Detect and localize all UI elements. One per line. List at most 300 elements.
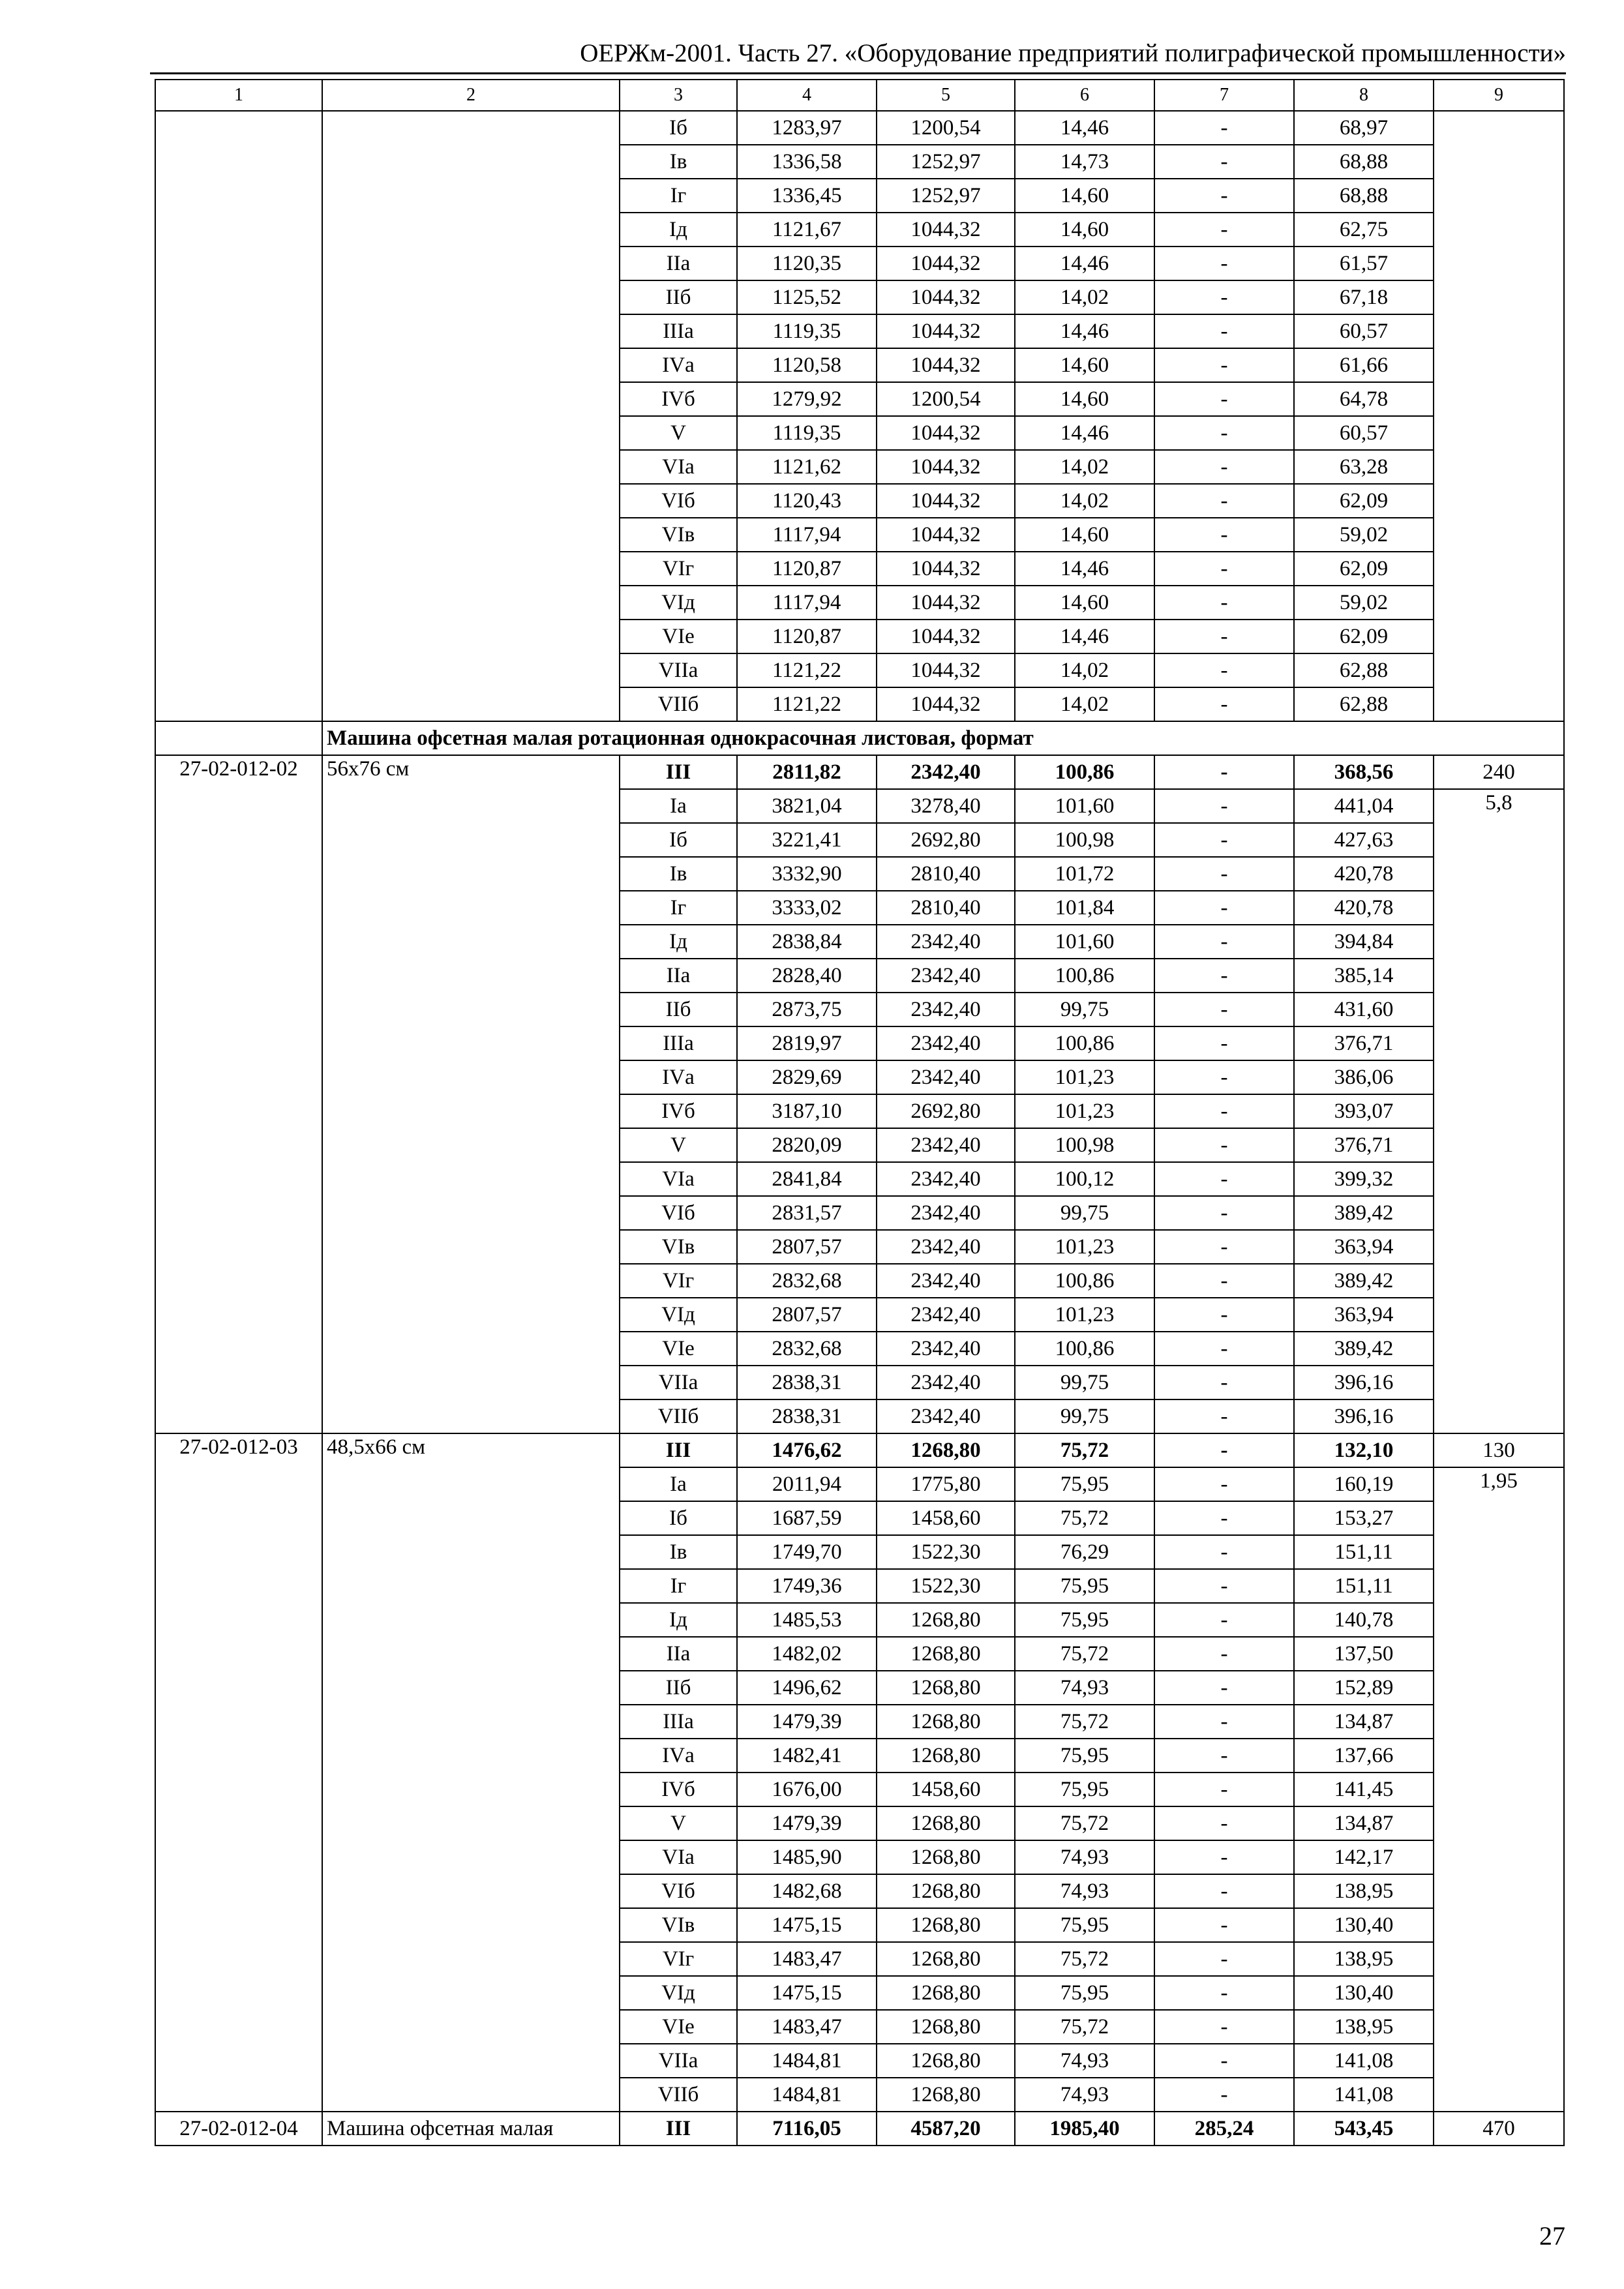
labor-cost-cell: 1044,32 bbox=[877, 213, 1015, 247]
resource-cell: VIIб bbox=[620, 687, 737, 721]
materials-cost-cell: 153,27 bbox=[1294, 1501, 1434, 1535]
driver-wages-cell: - bbox=[1154, 450, 1294, 484]
total-cost-cell: 1121,62 bbox=[737, 450, 877, 484]
driver-wages-cell: - bbox=[1154, 1942, 1294, 1976]
driver-wages-cell: - bbox=[1154, 959, 1294, 993]
materials-cost-cell: 420,78 bbox=[1294, 857, 1434, 891]
machine-cost-cell: 14,02 bbox=[1015, 280, 1154, 314]
total-cost-cell: 1687,59 bbox=[737, 1501, 877, 1535]
code-cell: 27-02-012-04 bbox=[155, 2112, 322, 2146]
total-cost-cell: 2838,31 bbox=[737, 1366, 877, 1399]
materials-cost-cell: 62,09 bbox=[1294, 552, 1434, 586]
labor-cost-cell: 2342,40 bbox=[877, 1399, 1015, 1433]
driver-wages-cell: - bbox=[1154, 1298, 1294, 1332]
resource-cell: VIд bbox=[620, 1298, 737, 1332]
resource-cell: IIIа bbox=[620, 314, 737, 348]
materials-cost-cell: 62,88 bbox=[1294, 653, 1434, 687]
materials-cost-cell: 393,07 bbox=[1294, 1094, 1434, 1128]
total-cost-cell: 7116,05 bbox=[737, 2112, 877, 2146]
materials-cost-cell: 61,57 bbox=[1294, 247, 1434, 280]
machine-cost-cell: 14,46 bbox=[1015, 552, 1154, 586]
labor-cost-cell: 2342,40 bbox=[877, 1026, 1015, 1060]
driver-wages-cell: - bbox=[1154, 1874, 1294, 1908]
total-cost-cell: 1119,35 bbox=[737, 314, 877, 348]
total-cost-cell: 1336,58 bbox=[737, 145, 877, 179]
labor-cost-cell: 2692,80 bbox=[877, 823, 1015, 857]
driver-wages-cell: - bbox=[1154, 755, 1294, 789]
machine-cost-cell: 100,12 bbox=[1015, 1162, 1154, 1196]
machine-cost-cell: 99,75 bbox=[1015, 1366, 1154, 1399]
driver-wages-cell: - bbox=[1154, 1569, 1294, 1603]
labor-cost-cell: 1252,97 bbox=[877, 179, 1015, 213]
materials-cost-cell: 399,32 bbox=[1294, 1162, 1434, 1196]
materials-cost-cell: 62,88 bbox=[1294, 687, 1434, 721]
machine-cost-cell: 74,93 bbox=[1015, 1874, 1154, 1908]
machine-cost-cell: 75,72 bbox=[1015, 1705, 1154, 1739]
materials-cost-cell: 363,94 bbox=[1294, 1298, 1434, 1332]
materials-cost-cell: 394,84 bbox=[1294, 925, 1434, 959]
labor-cost-cell: 2692,80 bbox=[877, 1094, 1015, 1128]
materials-cost-cell: 151,11 bbox=[1294, 1569, 1434, 1603]
materials-cost-cell: 60,57 bbox=[1294, 314, 1434, 348]
driver-wages-cell: - bbox=[1154, 993, 1294, 1026]
labor-cost-cell: 1044,32 bbox=[877, 687, 1015, 721]
driver-wages-cell: - bbox=[1154, 2078, 1294, 2112]
total-cost-cell: 1283,97 bbox=[737, 111, 877, 145]
driver-wages-cell: - bbox=[1154, 552, 1294, 586]
total-cost-cell: 1279,92 bbox=[737, 382, 877, 416]
resource-cell: III bbox=[620, 2112, 737, 2146]
total-cost-cell: 1121,22 bbox=[737, 653, 877, 687]
machine-cost-cell: 75,72 bbox=[1015, 1501, 1154, 1535]
total-cost-cell: 1479,39 bbox=[737, 1705, 877, 1739]
column-number: 2 bbox=[322, 80, 620, 111]
machine-cost-cell: 100,86 bbox=[1015, 1264, 1154, 1298]
materials-cost-cell: 396,16 bbox=[1294, 1399, 1434, 1433]
total-cost-cell: 1482,41 bbox=[737, 1739, 877, 1773]
materials-cost-cell: 376,71 bbox=[1294, 1026, 1434, 1060]
driver-wages-cell: - bbox=[1154, 1501, 1294, 1535]
driver-wages-cell: - bbox=[1154, 382, 1294, 416]
machine-cost-cell: 75,95 bbox=[1015, 1467, 1154, 1501]
labor-cost-cell: 2342,40 bbox=[877, 1162, 1015, 1196]
materials-cost-cell: 67,18 bbox=[1294, 280, 1434, 314]
total-cost-cell: 2819,97 bbox=[737, 1026, 877, 1060]
driver-wages-cell: - bbox=[1154, 857, 1294, 891]
total-cost-cell: 3333,02 bbox=[737, 891, 877, 925]
machine-cost-cell: 14,60 bbox=[1015, 179, 1154, 213]
resource-cell: VIе bbox=[620, 1332, 737, 1366]
page-header: ОЕРЖм-2001. Часть 27. «Оборудование предприятий полиграфической промышленности» bbox=[580, 39, 1566, 67]
machine-cost-cell: 100,86 bbox=[1015, 959, 1154, 993]
total-cost-cell: 3221,41 bbox=[737, 823, 877, 857]
materials-cost-cell: 543,45 bbox=[1294, 2112, 1434, 2146]
machine-cost-cell: 14,60 bbox=[1015, 213, 1154, 247]
machine-cost-cell: 14,02 bbox=[1015, 450, 1154, 484]
total-cost-cell: 3332,90 bbox=[737, 857, 877, 891]
name-cell: 56х76 см bbox=[322, 755, 620, 1433]
materials-cost-cell: 427,63 bbox=[1294, 823, 1434, 857]
machine-cost-cell: 99,75 bbox=[1015, 1196, 1154, 1230]
total-cost-cell: 1484,81 bbox=[737, 2078, 877, 2112]
machine-cost-cell: 75,95 bbox=[1015, 1569, 1154, 1603]
machine-cost-cell: 100,86 bbox=[1015, 1026, 1154, 1060]
materials-cost-cell: 68,88 bbox=[1294, 179, 1434, 213]
labor-cost-cell: 1268,80 bbox=[877, 1908, 1015, 1942]
resource-cell: VIд bbox=[620, 1976, 737, 2010]
total-cost-cell: 2811,82 bbox=[737, 755, 877, 789]
materials-cost-cell: 142,17 bbox=[1294, 1840, 1434, 1874]
materials-cost-cell: 389,42 bbox=[1294, 1196, 1434, 1230]
labor-cost-cell: 1268,80 bbox=[877, 1603, 1015, 1637]
labor-cost-cell: 1268,80 bbox=[877, 1705, 1015, 1739]
header-rule bbox=[150, 72, 1566, 74]
total-cost-cell: 2011,94 bbox=[737, 1467, 877, 1501]
page-number: 27 bbox=[1539, 2221, 1565, 2251]
labor-cost-cell: 2342,40 bbox=[877, 1264, 1015, 1298]
materials-cost-cell: 152,89 bbox=[1294, 1671, 1434, 1705]
resource-cell: Iв bbox=[620, 1535, 737, 1569]
driver-wages-cell: - bbox=[1154, 891, 1294, 925]
machine-cost-cell: 99,75 bbox=[1015, 1399, 1154, 1433]
materials-cost-cell: 59,02 bbox=[1294, 586, 1434, 620]
driver-wages-cell: - bbox=[1154, 1026, 1294, 1060]
total-cost-cell: 1676,00 bbox=[737, 1773, 877, 1806]
total-cost-cell: 1482,02 bbox=[737, 1637, 877, 1671]
resource-cell: V bbox=[620, 1128, 737, 1162]
code-cell-empty bbox=[155, 111, 322, 721]
materials-cost-cell: 68,97 bbox=[1294, 111, 1434, 145]
materials-cost-cell: 141,45 bbox=[1294, 1773, 1434, 1806]
labor-cost-cell: 1044,32 bbox=[877, 484, 1015, 518]
resource-cell: VIг bbox=[620, 1264, 737, 1298]
code-cell: 27-02-012-02 bbox=[155, 755, 322, 1433]
labor-cost-cell: 3278,40 bbox=[877, 789, 1015, 823]
driver-wages-cell: - bbox=[1154, 823, 1294, 857]
total-cost-cell: 1120,87 bbox=[737, 620, 877, 653]
total-cost-cell: 1125,52 bbox=[737, 280, 877, 314]
materials-cost-cell: 60,57 bbox=[1294, 416, 1434, 450]
total-cost-cell: 3187,10 bbox=[737, 1094, 877, 1128]
total-cost-cell: 2832,68 bbox=[737, 1332, 877, 1366]
labor-cost-cell: 1458,60 bbox=[877, 1501, 1015, 1535]
name-cell-empty bbox=[322, 111, 620, 721]
machine-cost-cell: 75,95 bbox=[1015, 1603, 1154, 1637]
driver-wages-cell: - bbox=[1154, 925, 1294, 959]
materials-cost-cell: 431,60 bbox=[1294, 993, 1434, 1026]
resource-cell: VIб bbox=[620, 1196, 737, 1230]
resource-cell: VIе bbox=[620, 620, 737, 653]
labor-cost-cell: 1044,32 bbox=[877, 620, 1015, 653]
resource-cell: Iг bbox=[620, 179, 737, 213]
machine-cost-cell: 100,98 bbox=[1015, 823, 1154, 857]
col9-value-cell: 1,95 bbox=[1434, 1467, 1564, 2112]
resource-cell: IVб bbox=[620, 1773, 737, 1806]
table-row bbox=[155, 755, 1564, 789]
labor-cost-cell: 1522,30 bbox=[877, 1569, 1015, 1603]
machine-cost-cell: 75,72 bbox=[1015, 2010, 1154, 2044]
driver-wages-cell: - bbox=[1154, 2044, 1294, 2078]
labor-cost-cell: 1268,80 bbox=[877, 1840, 1015, 1874]
machine-cost-cell: 75,72 bbox=[1015, 1637, 1154, 1671]
resource-cell: Iд bbox=[620, 925, 737, 959]
driver-wages-cell: - bbox=[1154, 586, 1294, 620]
driver-wages-cell: - bbox=[1154, 1806, 1294, 1840]
materials-cost-cell: 396,16 bbox=[1294, 1366, 1434, 1399]
labor-cost-cell: 1268,80 bbox=[877, 2044, 1015, 2078]
materials-cost-cell: 138,95 bbox=[1294, 2010, 1434, 2044]
table-row bbox=[155, 2112, 1564, 2146]
driver-wages-cell: - bbox=[1154, 247, 1294, 280]
driver-wages-cell: - bbox=[1154, 1739, 1294, 1773]
resource-cell: Iб bbox=[620, 1501, 737, 1535]
labor-cost-cell: 1044,32 bbox=[877, 586, 1015, 620]
driver-wages-cell: - bbox=[1154, 2010, 1294, 2044]
driver-wages-cell: - bbox=[1154, 145, 1294, 179]
column-number: 1 bbox=[155, 80, 322, 111]
driver-wages-cell: - bbox=[1154, 687, 1294, 721]
section-code-empty bbox=[155, 721, 322, 755]
materials-cost-cell: 130,40 bbox=[1294, 1976, 1434, 2010]
machine-cost-cell: 75,72 bbox=[1015, 1942, 1154, 1976]
labor-cost-cell: 1044,32 bbox=[877, 450, 1015, 484]
resource-cell: Iв bbox=[620, 857, 737, 891]
labor-cost-cell: 1044,32 bbox=[877, 348, 1015, 382]
machine-cost-cell: 14,46 bbox=[1015, 111, 1154, 145]
resource-cell: IVа bbox=[620, 1060, 737, 1094]
col9-value-cell: 130 bbox=[1434, 1433, 1564, 1467]
total-cost-cell: 2820,09 bbox=[737, 1128, 877, 1162]
driver-wages-cell: - bbox=[1154, 1908, 1294, 1942]
driver-wages-cell: - bbox=[1154, 1840, 1294, 1874]
materials-cost-cell: 130,40 bbox=[1294, 1908, 1434, 1942]
materials-cost-cell: 138,95 bbox=[1294, 1874, 1434, 1908]
resource-cell: VIIа bbox=[620, 1366, 737, 1399]
name-cell: 48,5х66 см bbox=[322, 1433, 620, 2112]
machine-cost-cell: 14,73 bbox=[1015, 145, 1154, 179]
driver-wages-cell: - bbox=[1154, 1332, 1294, 1366]
resource-cell: Iб bbox=[620, 823, 737, 857]
resource-cell: Iг bbox=[620, 891, 737, 925]
labor-cost-cell: 1268,80 bbox=[877, 1739, 1015, 1773]
machine-cost-cell: 14,02 bbox=[1015, 687, 1154, 721]
resource-cell: IIб bbox=[620, 993, 737, 1026]
labor-cost-cell: 1268,80 bbox=[877, 1942, 1015, 1976]
resource-cell: IIа bbox=[620, 247, 737, 280]
labor-cost-cell: 1268,80 bbox=[877, 2078, 1015, 2112]
materials-cost-cell: 141,08 bbox=[1294, 2044, 1434, 2078]
driver-wages-cell: - bbox=[1154, 1094, 1294, 1128]
resource-cell: V bbox=[620, 416, 737, 450]
labor-cost-cell: 2342,40 bbox=[877, 1060, 1015, 1094]
materials-cost-cell: 160,19 bbox=[1294, 1467, 1434, 1501]
driver-wages-cell: - bbox=[1154, 1196, 1294, 1230]
total-cost-cell: 1121,22 bbox=[737, 687, 877, 721]
materials-cost-cell: 63,28 bbox=[1294, 450, 1434, 484]
total-cost-cell: 1484,81 bbox=[737, 2044, 877, 2078]
machine-cost-cell: 75,95 bbox=[1015, 1773, 1154, 1806]
table-row bbox=[155, 111, 1564, 145]
resource-cell: V bbox=[620, 1806, 737, 1840]
resource-cell: VIIа bbox=[620, 2044, 737, 2078]
section-title-row bbox=[155, 721, 1564, 755]
resource-cell: Iа bbox=[620, 789, 737, 823]
machine-cost-cell: 100,98 bbox=[1015, 1128, 1154, 1162]
labor-cost-cell: 1268,80 bbox=[877, 2010, 1015, 2044]
labor-cost-cell: 1252,97 bbox=[877, 145, 1015, 179]
resource-cell: VIв bbox=[620, 1908, 737, 1942]
total-cost-cell: 1120,87 bbox=[737, 552, 877, 586]
driver-wages-cell: - bbox=[1154, 620, 1294, 653]
driver-wages-cell: - bbox=[1154, 1433, 1294, 1467]
machine-cost-cell: 101,23 bbox=[1015, 1060, 1154, 1094]
materials-cost-cell: 385,14 bbox=[1294, 959, 1434, 993]
total-cost-cell: 1485,90 bbox=[737, 1840, 877, 1874]
materials-cost-cell: 151,11 bbox=[1294, 1535, 1434, 1569]
materials-cost-cell: 137,66 bbox=[1294, 1739, 1434, 1773]
labor-cost-cell: 1200,54 bbox=[877, 111, 1015, 145]
machine-cost-cell: 76,29 bbox=[1015, 1535, 1154, 1569]
resource-cell: VIв bbox=[620, 1230, 737, 1264]
driver-wages-cell: 285,24 bbox=[1154, 2112, 1294, 2146]
labor-cost-cell: 1522,30 bbox=[877, 1535, 1015, 1569]
labor-cost-cell: 1044,32 bbox=[877, 552, 1015, 586]
machine-cost-cell: 14,60 bbox=[1015, 586, 1154, 620]
labor-cost-cell: 2810,40 bbox=[877, 857, 1015, 891]
resource-cell: Iа bbox=[620, 1467, 737, 1501]
resource-cell: IVб bbox=[620, 1094, 737, 1128]
code-cell: 27-02-012-03 bbox=[155, 1433, 322, 2112]
machine-cost-cell: 14,02 bbox=[1015, 653, 1154, 687]
total-cost-cell: 1120,58 bbox=[737, 348, 877, 382]
total-cost-cell: 1475,15 bbox=[737, 1976, 877, 2010]
resource-cell: IVа bbox=[620, 1739, 737, 1773]
resource-cell: VIб bbox=[620, 1874, 737, 1908]
machine-cost-cell: 101,72 bbox=[1015, 857, 1154, 891]
machine-cost-cell: 74,93 bbox=[1015, 2078, 1154, 2112]
labor-cost-cell: 1268,80 bbox=[877, 1671, 1015, 1705]
driver-wages-cell: - bbox=[1154, 280, 1294, 314]
materials-cost-cell: 62,09 bbox=[1294, 484, 1434, 518]
labor-cost-cell: 1200,54 bbox=[877, 382, 1015, 416]
col9-value-cell: 240 bbox=[1434, 755, 1564, 789]
total-cost-cell: 2838,84 bbox=[737, 925, 877, 959]
resource-cell: Iв bbox=[620, 145, 737, 179]
materials-cost-cell: 389,42 bbox=[1294, 1264, 1434, 1298]
materials-cost-cell: 140,78 bbox=[1294, 1603, 1434, 1637]
machine-cost-cell: 75,95 bbox=[1015, 1739, 1154, 1773]
machine-cost-cell: 101,23 bbox=[1015, 1094, 1154, 1128]
total-cost-cell: 1749,70 bbox=[737, 1535, 877, 1569]
column-number-row bbox=[155, 80, 1564, 111]
total-cost-cell: 1483,47 bbox=[737, 2010, 877, 2044]
labor-cost-cell: 1044,32 bbox=[877, 314, 1015, 348]
driver-wages-cell: - bbox=[1154, 348, 1294, 382]
column-number: 7 bbox=[1154, 80, 1294, 111]
materials-cost-cell: 138,95 bbox=[1294, 1942, 1434, 1976]
materials-cost-cell: 376,71 bbox=[1294, 1128, 1434, 1162]
column-number: 5 bbox=[877, 80, 1015, 111]
driver-wages-cell: - bbox=[1154, 1637, 1294, 1671]
section-title: Машина офсетная малая ротационная однокрасочная листовая, формат bbox=[322, 721, 1564, 755]
driver-wages-cell: - bbox=[1154, 518, 1294, 552]
resource-cell: Iг bbox=[620, 1569, 737, 1603]
labor-cost-cell: 1268,80 bbox=[877, 1433, 1015, 1467]
driver-wages-cell: - bbox=[1154, 653, 1294, 687]
materials-cost-cell: 64,78 bbox=[1294, 382, 1434, 416]
driver-wages-cell: - bbox=[1154, 1162, 1294, 1196]
machine-cost-cell: 75,95 bbox=[1015, 1908, 1154, 1942]
resource-cell: IVб bbox=[620, 382, 737, 416]
driver-wages-cell: - bbox=[1154, 484, 1294, 518]
total-cost-cell: 3821,04 bbox=[737, 789, 877, 823]
machine-cost-cell: 14,60 bbox=[1015, 348, 1154, 382]
resource-cell: IIб bbox=[620, 280, 737, 314]
driver-wages-cell: - bbox=[1154, 179, 1294, 213]
total-cost-cell: 1496,62 bbox=[737, 1671, 877, 1705]
materials-cost-cell: 62,09 bbox=[1294, 620, 1434, 653]
driver-wages-cell: - bbox=[1154, 314, 1294, 348]
labor-cost-cell: 2342,40 bbox=[877, 1128, 1015, 1162]
materials-cost-cell: 59,02 bbox=[1294, 518, 1434, 552]
labor-cost-cell: 2342,40 bbox=[877, 925, 1015, 959]
resource-cell: IVа bbox=[620, 348, 737, 382]
column-number: 6 bbox=[1015, 80, 1154, 111]
total-cost-cell: 1117,94 bbox=[737, 518, 877, 552]
driver-wages-cell: - bbox=[1154, 1976, 1294, 2010]
materials-cost-cell: 368,56 bbox=[1294, 755, 1434, 789]
resource-cell: VIб bbox=[620, 484, 737, 518]
driver-wages-cell: - bbox=[1154, 1705, 1294, 1739]
materials-cost-cell: 141,08 bbox=[1294, 2078, 1434, 2112]
machine-cost-cell: 100,86 bbox=[1015, 755, 1154, 789]
machine-cost-cell: 14,46 bbox=[1015, 314, 1154, 348]
machine-cost-cell: 74,93 bbox=[1015, 1840, 1154, 1874]
total-cost-cell: 1336,45 bbox=[737, 179, 877, 213]
labor-cost-cell: 2342,40 bbox=[877, 1298, 1015, 1332]
labor-cost-cell: 1044,32 bbox=[877, 518, 1015, 552]
labor-cost-cell: 1044,32 bbox=[877, 247, 1015, 280]
labor-cost-cell: 1268,80 bbox=[877, 1976, 1015, 2010]
driver-wages-cell: - bbox=[1154, 1230, 1294, 1264]
materials-cost-cell: 134,87 bbox=[1294, 1806, 1434, 1840]
total-cost-cell: 2807,57 bbox=[737, 1298, 877, 1332]
total-cost-cell: 2828,40 bbox=[737, 959, 877, 993]
driver-wages-cell: - bbox=[1154, 789, 1294, 823]
total-cost-cell: 1479,39 bbox=[737, 1806, 877, 1840]
machine-cost-cell: 101,84 bbox=[1015, 891, 1154, 925]
resource-cell: Iд bbox=[620, 213, 737, 247]
resource-cell: VIд bbox=[620, 586, 737, 620]
materials-cost-cell: 389,42 bbox=[1294, 1332, 1434, 1366]
driver-wages-cell: - bbox=[1154, 1264, 1294, 1298]
labor-cost-cell: 1775,80 bbox=[877, 1467, 1015, 1501]
machine-cost-cell: 14,60 bbox=[1015, 518, 1154, 552]
labor-cost-cell: 2342,40 bbox=[877, 1196, 1015, 1230]
total-cost-cell: 1119,35 bbox=[737, 416, 877, 450]
driver-wages-cell: - bbox=[1154, 1603, 1294, 1637]
machine-cost-cell: 75,72 bbox=[1015, 1806, 1154, 1840]
machine-cost-cell: 74,93 bbox=[1015, 1671, 1154, 1705]
resource-cell: VIа bbox=[620, 450, 737, 484]
total-cost-cell: 1120,35 bbox=[737, 247, 877, 280]
materials-cost-cell: 132,10 bbox=[1294, 1433, 1434, 1467]
driver-wages-cell: - bbox=[1154, 1128, 1294, 1162]
total-cost-cell: 2807,57 bbox=[737, 1230, 877, 1264]
machine-cost-cell: 14,60 bbox=[1015, 382, 1154, 416]
labor-cost-cell: 1044,32 bbox=[877, 416, 1015, 450]
labor-cost-cell: 4587,20 bbox=[877, 2112, 1015, 2146]
